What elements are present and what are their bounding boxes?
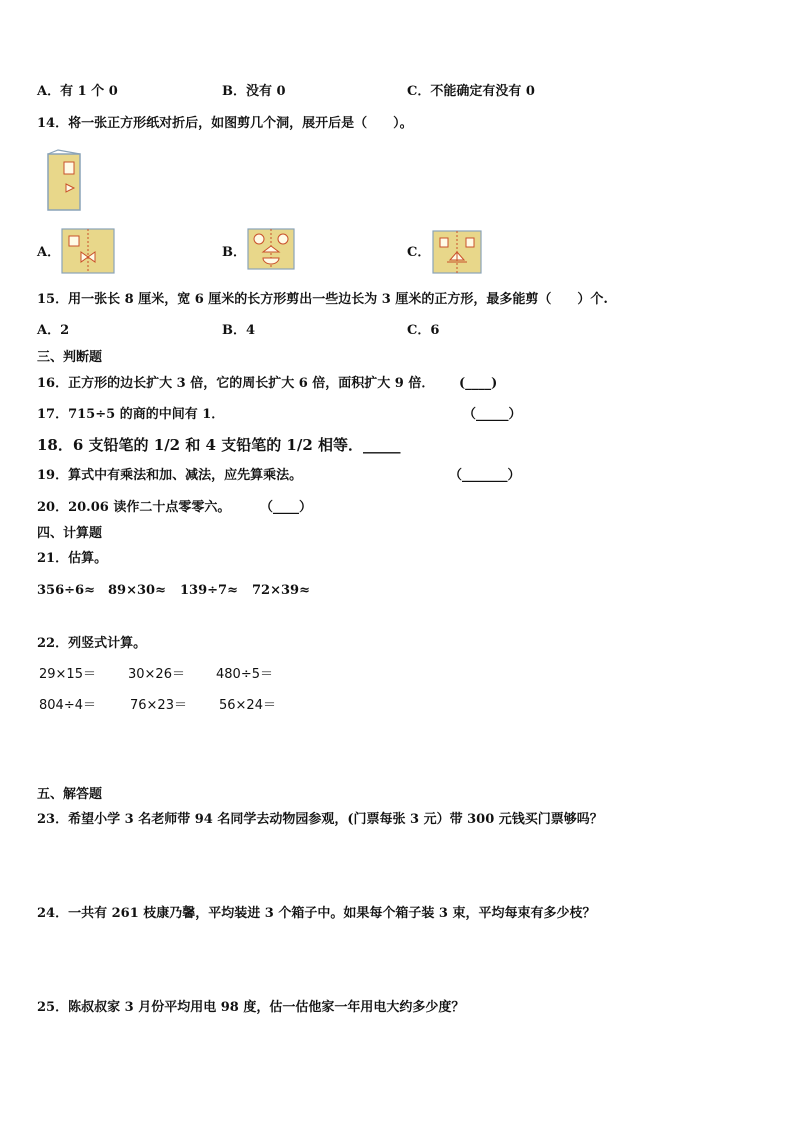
q14-text: 14．将一张正方形纸对折后，如图剪几个洞，展开后是（ ）。: [37, 116, 413, 131]
q18-text: 18．6 支铅笔的 1/2 和 4 支铅笔的 1/2 相等．_____: [37, 436, 401, 454]
q19-answer-blank[interactable]: （_______）: [449, 468, 521, 483]
q14-label-b: B．: [222, 245, 246, 260]
q15-option-a: A．2: [37, 323, 70, 338]
q15-text: 15．用一张长 8 厘米，宽 6 厘米的长方形剪出一些边长为 3 厘米的正方形，最多能剪（ ）个.: [37, 292, 608, 307]
option-b-unfolded-figure: [247, 228, 295, 270]
q13-option-a: A．有 1 个 0: [37, 84, 118, 99]
q22-item-1: 29×15＝: [39, 667, 96, 682]
q21-item-3: 139÷7≈: [180, 583, 238, 598]
option-c-unfolded-figure: [432, 230, 482, 274]
q22-item-3: 480÷5＝: [216, 667, 273, 682]
q21-text: 21．估算。: [37, 551, 108, 566]
q23-text: 23．希望小学 3 名老师带 94 名同学去动物园参观，(门票每张 3 元）带 300 元钱买门票够吗？: [37, 812, 603, 827]
q14-label-a: A．: [37, 245, 61, 260]
option-a-unfolded-figure: [61, 228, 115, 274]
q15-option-b: B．4: [222, 323, 256, 338]
q22-item-5: 76×23＝: [130, 698, 187, 713]
q13-option-c: C．不能确定有没有 0: [407, 84, 535, 99]
q19-text: 19．算式中有乘法和加、减法，应先算乘法。: [37, 468, 303, 483]
q21-item-2: 89×30≈: [108, 583, 166, 598]
section-heading-calculation: 四、计算题: [37, 526, 103, 541]
q21-item-1: 356÷6≈: [37, 583, 95, 598]
q16-text: 16．正方形的边长扩大 3 倍，它的周长扩大 6 倍，面积扩大 9 倍．: [37, 376, 435, 391]
q17-answer-blank[interactable]: （_____）: [463, 407, 522, 422]
q16-answer-blank[interactable]: (____): [459, 376, 498, 391]
q24-text: 24．一共有 261 枝康乃馨，平均装进 3 个箱子中。如果每个箱子装 3 束，平均每束有多少枝？: [37, 906, 596, 921]
q22-text: 22．列竖式计算。: [37, 636, 147, 651]
q22-item-4: 804÷4＝: [39, 698, 96, 713]
q14-label-c: C．: [407, 245, 431, 260]
q22-item-2: 30×26＝: [128, 667, 185, 682]
folded-paper-figure: [44, 148, 84, 214]
q17-text: 17．715÷5 的商的中间有 1．: [37, 407, 225, 422]
q20-answer-blank[interactable]: （____）: [260, 500, 313, 515]
section-heading-judgment: 三、判断题: [37, 350, 103, 365]
section-heading-word-problems: 五、解答题: [37, 787, 103, 802]
q22-item-6: 56×24＝: [219, 698, 276, 713]
q20-text: 20．20.06 读作二十点零零六。: [37, 500, 231, 515]
q25-text: 25．陈叔叔家 3 月份平均用电 98 度，估一估他家一年用电大约多少度？: [37, 1000, 465, 1015]
q21-item-4: 72×39≈: [252, 583, 310, 598]
q13-option-b: B．没有 0: [222, 84, 286, 99]
q15-option-c: C．6: [407, 323, 440, 338]
